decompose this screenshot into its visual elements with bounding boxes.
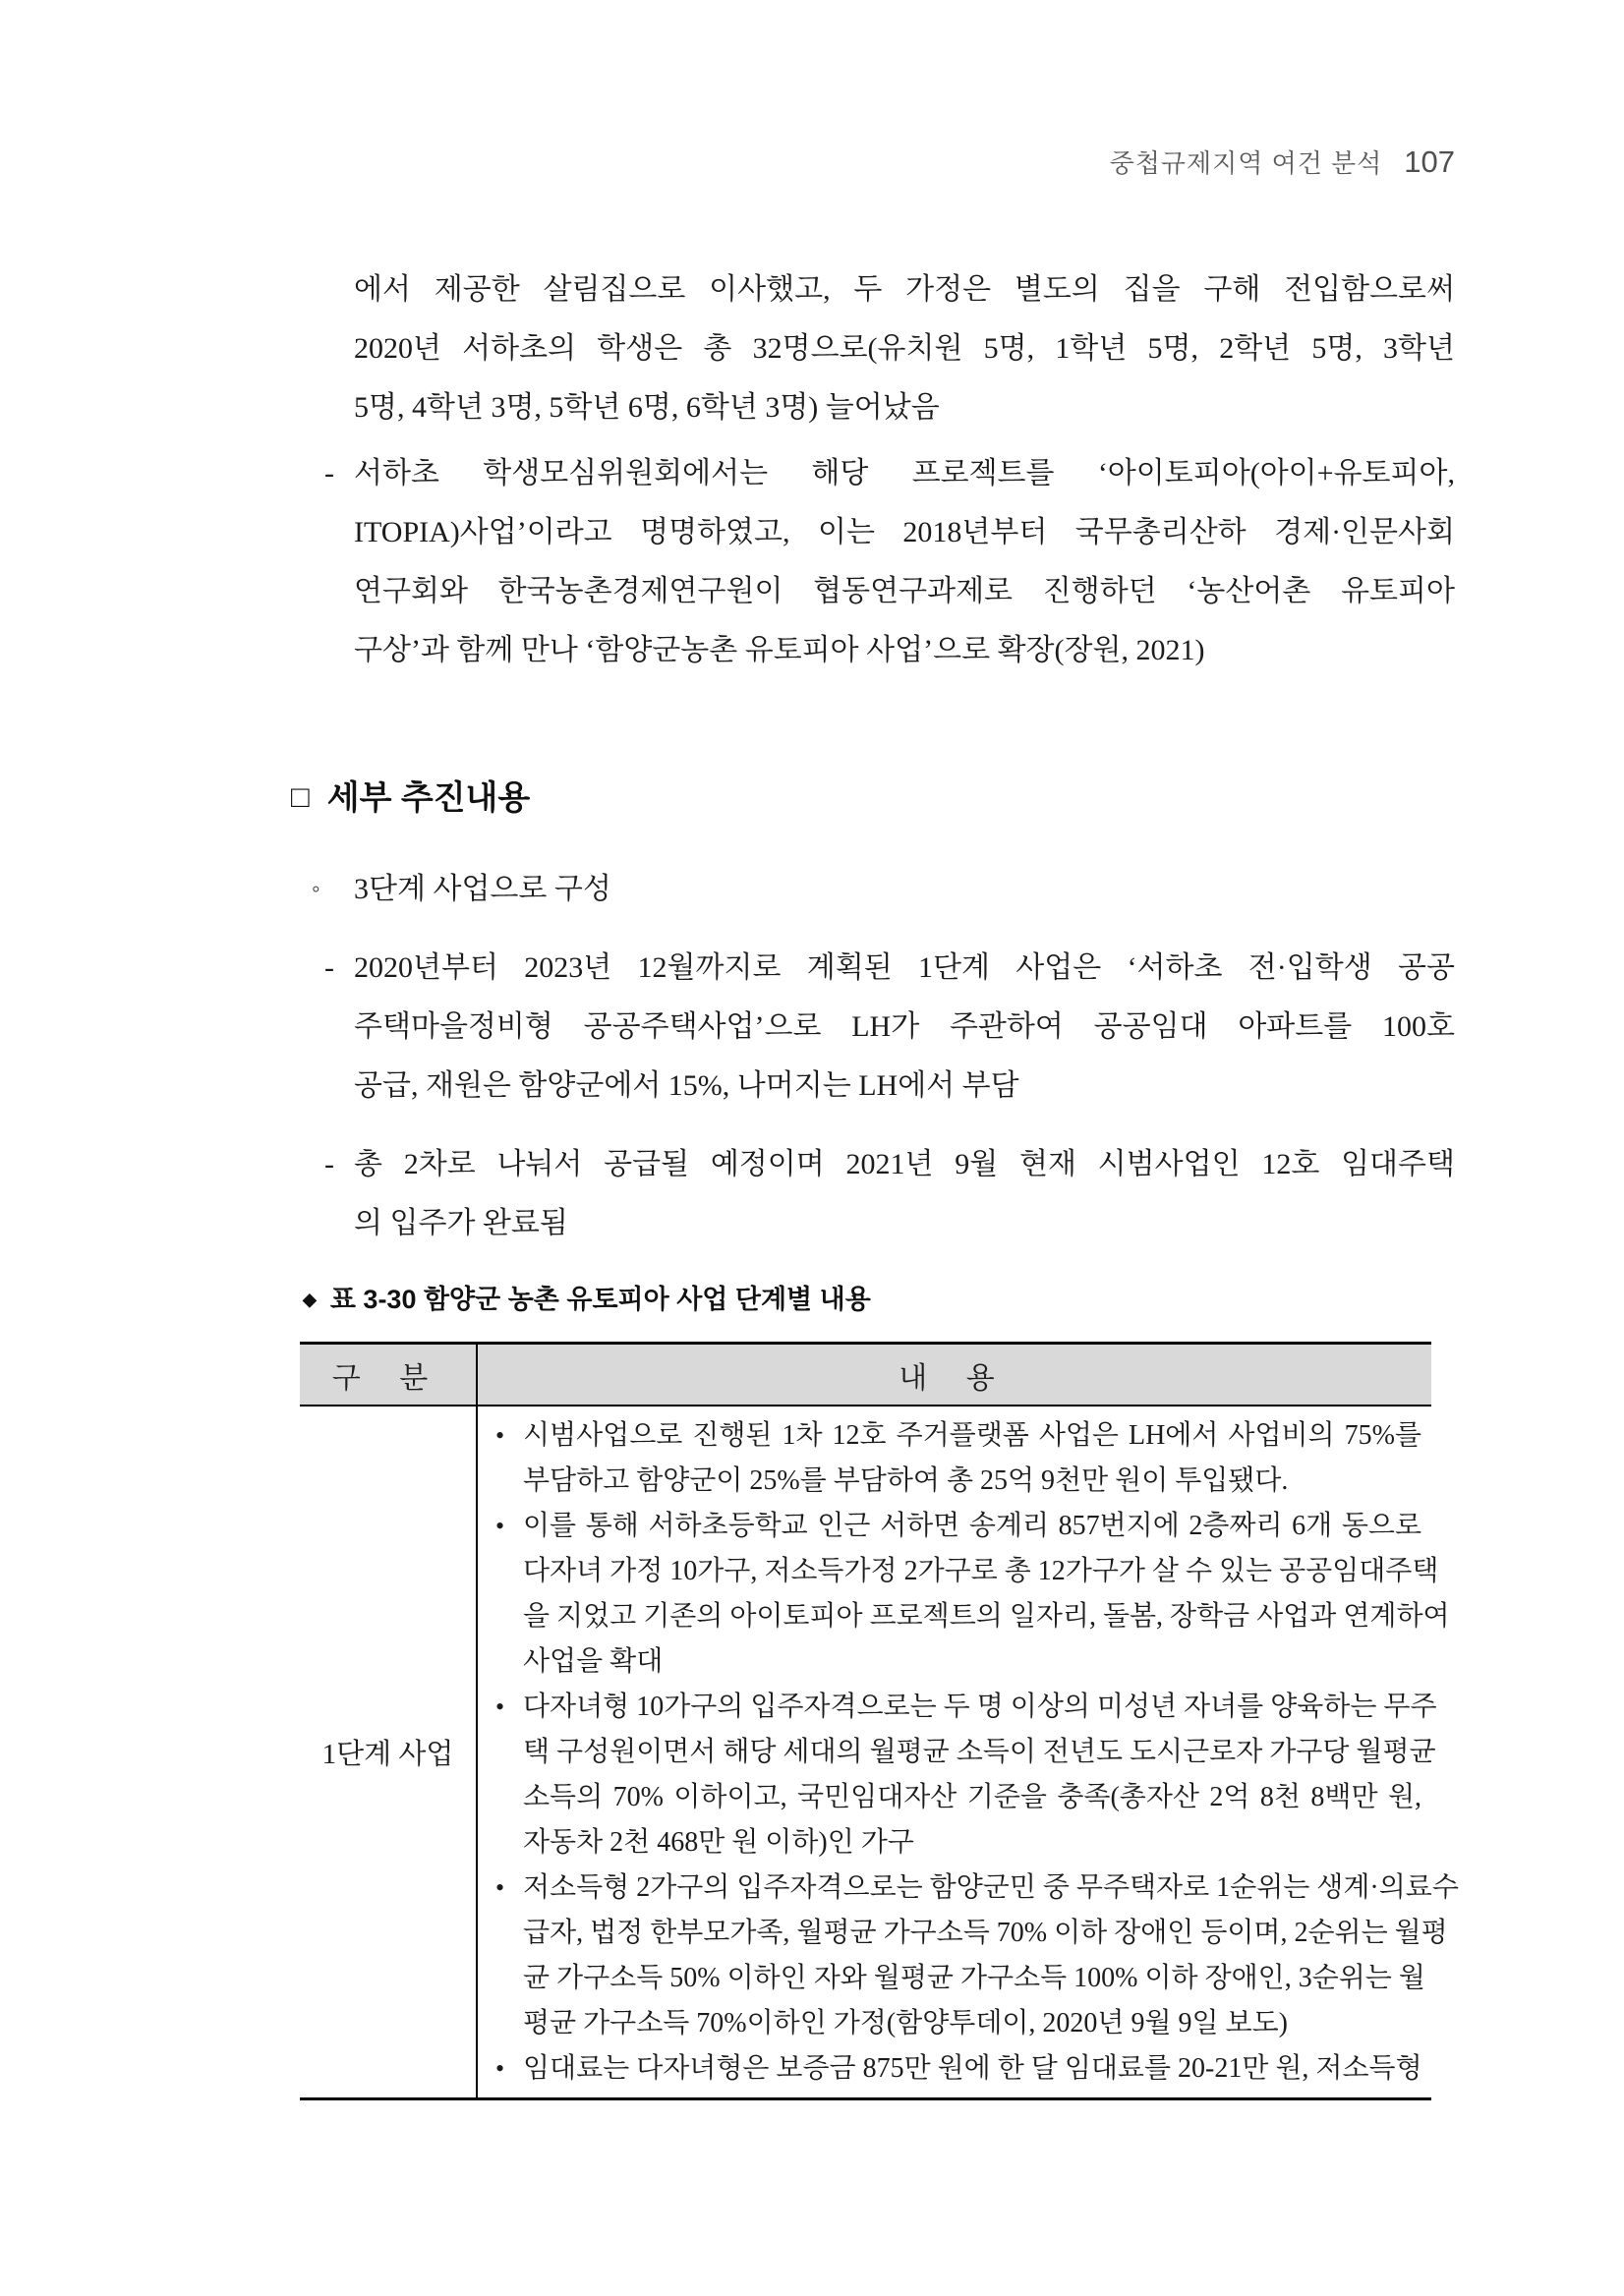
table-bullet-item bbox=[495, 1413, 1421, 1504]
table-text-line: 이를 통해 서하초등학교 인근 서하면 송계리 857번지에 2층짜리 6개 동으로 bbox=[523, 1511, 1421, 1541]
dash-paragraph-2 bbox=[324, 939, 1455, 1116]
table-bullet-item bbox=[495, 1866, 1459, 2046]
table-text-line: 사업을 확대 bbox=[523, 1646, 664, 1677]
page-number: 107 bbox=[1404, 144, 1455, 179]
text-line: ITOPIA)사업’이라고 명명하였고, 이는 2018년부터 국무총리산하 경제·인문사회 bbox=[354, 516, 1455, 548]
table-text-line: 부담하고 함양군이 25%를 부담하여 총 25억 9천만 원이 투입됐다. bbox=[523, 1465, 1289, 1496]
row-content-cell bbox=[477, 1406, 1459, 2099]
text-line: 주택마을정비형 공공주택사업’으로 LH가 주관하여 공공임대 아파트를 100호 bbox=[354, 1010, 1455, 1043]
table-caption-text: 표 3-30 함양군 농촌 유토피아 사업 단계별 내용 bbox=[329, 1285, 871, 1314]
table-text-line: 자동차 2천 468만 원 이하)인 가구 bbox=[523, 1827, 914, 1858]
text-line: 서하초 학생모심위원회에서는 해당 프로젝트를 ‘아이토피아(아이+유토피아, bbox=[354, 457, 1455, 489]
table-3-30 bbox=[300, 1342, 1459, 2100]
text-line: 에서 제공한 살림집으로 이사했고, 두 가정은 별도의 집을 구해 전입함으로써 bbox=[354, 273, 1455, 306]
text-line: 의 입주가 완료됨 bbox=[354, 1207, 568, 1239]
table-text-line: 다자녀 가정 10가구, 저소득가정 2가구로 총 12가구가 살 수 있는 공공임대주택 bbox=[523, 1556, 1439, 1586]
row-label-cell: 1단계 사업 bbox=[300, 1406, 477, 2099]
table-row bbox=[300, 1406, 1431, 2099]
dot-bullet-icon: • bbox=[495, 1512, 505, 1540]
running-header-title: 중첩규제지역 여건 분석 bbox=[1109, 148, 1383, 178]
table-text-line: 급자, 법정 한부모가족, 월평균 가구소득 70% 이하 장애인 등이며, 2순위는 월평 bbox=[523, 1918, 1448, 1948]
dash-bullet-icon: - bbox=[324, 457, 334, 489]
section-heading bbox=[291, 772, 530, 825]
dot-bullet-icon: • bbox=[495, 2054, 505, 2083]
table-header-row bbox=[300, 1344, 1431, 1406]
text-line: 2020년 서하초의 학생은 총 32명으로(유치원 5명, 1학년 5명, 2학년 5명, 3학년 bbox=[354, 332, 1455, 365]
table-bullet-item bbox=[495, 2046, 1422, 2092]
dash-paragraph-1 bbox=[324, 444, 1455, 680]
dash-bullet-icon: - bbox=[324, 1148, 334, 1180]
text-line: 연구회와 한국농촌경제연구원이 협동연구과제로 진행하던 ‘농산어촌 유토피아 bbox=[354, 575, 1455, 607]
text-line: 2020년부터 2023년 12월까지로 계획된 1단계 사업은 ‘서하초 전·입학생 공공 bbox=[354, 951, 1455, 984]
text-line: 구상’과 함께 만나 ‘함양군농촌 유토피아 사업’으로 확장(장원, 2021) bbox=[354, 634, 1205, 666]
table-text-line: 을 지었고 기존의 아이토피아 프로젝트의 일자리, 돌봄, 장학금 사업과 연계하여 bbox=[523, 1601, 1450, 1632]
dash-paragraph-3 bbox=[324, 1135, 1455, 1253]
table-caption bbox=[303, 1280, 871, 1319]
table-text-line: 평균 가구소득 70%이하인 가정(함양투데이, 2020년 9월 9일 보도) bbox=[523, 2008, 1288, 2038]
table-bullet-item bbox=[495, 1685, 1437, 1866]
text-line: 총 2차로 나눠서 공급될 예정이며 2021년 9월 현재 시범사업인 12호 임대주택 bbox=[354, 1148, 1455, 1180]
circle-bullet-icon: ◦ bbox=[312, 877, 320, 902]
section-heading-text: 세부 추진내용 bbox=[326, 779, 531, 817]
column-header-content: 내 용 bbox=[477, 1344, 1431, 1406]
text-line: 공급, 재원은 함양군에서 15%, 나머지는 LH에서 부담 bbox=[354, 1069, 1019, 1102]
table-text-line: 균 가구소득 50% 이하인 자와 월평균 가구소득 100% 이하 장애인, 3순위는 월 bbox=[523, 1963, 1425, 1993]
text-line: 5명, 4학년 3명, 5학년 6명, 6학년 3명) 늘어났음 bbox=[354, 391, 940, 424]
table-text-line: 택 구성원이면서 해당 세대의 월평균 소득이 전년도 도시근로자 가구당 월평균 bbox=[523, 1737, 1436, 1767]
table-bullet-item bbox=[495, 1504, 1450, 1685]
table-text-line: 다자녀형 10가구의 입주자격으로는 두 명 이상의 미성년 자녀를 양육하는 무주 bbox=[523, 1692, 1437, 1722]
diamond-bullet-icon: ◆ bbox=[303, 1290, 317, 1309]
table-text-line: 임대료는 다자녀형은 보증금 875만 원에 한 달 임대료를 20-21만 원, 저소득형 bbox=[523, 2053, 1422, 2084]
table-text-line: 소득의 70% 이하이고, 국민임대자산 기준을 충족(총자산 2억 8천 8백만 원, bbox=[523, 1782, 1421, 1812]
dot-bullet-icon: • bbox=[495, 1873, 505, 1902]
dash-bullet-icon: - bbox=[324, 951, 334, 984]
text-line: 3단계 사업으로 구성 bbox=[354, 873, 611, 905]
dot-bullet-icon: • bbox=[495, 1693, 505, 1721]
paragraph-continuation bbox=[354, 260, 1455, 437]
table-text-line: 저소득형 2가구의 입주자격으로는 함양군민 중 무주택자로 1순위는 생계·의료수 bbox=[523, 1872, 1459, 1903]
running-header bbox=[1110, 144, 1455, 180]
column-header-category: 구 분 bbox=[300, 1344, 477, 1406]
circle-list-item bbox=[312, 860, 1455, 919]
dot-bullet-icon: • bbox=[495, 1421, 505, 1450]
table-text-line: 시범사업으로 진행된 1차 12호 주거플랫폼 사업은 LH에서 사업비의 75%를 bbox=[523, 1420, 1421, 1451]
square-bullet-icon: □ bbox=[291, 779, 310, 814]
